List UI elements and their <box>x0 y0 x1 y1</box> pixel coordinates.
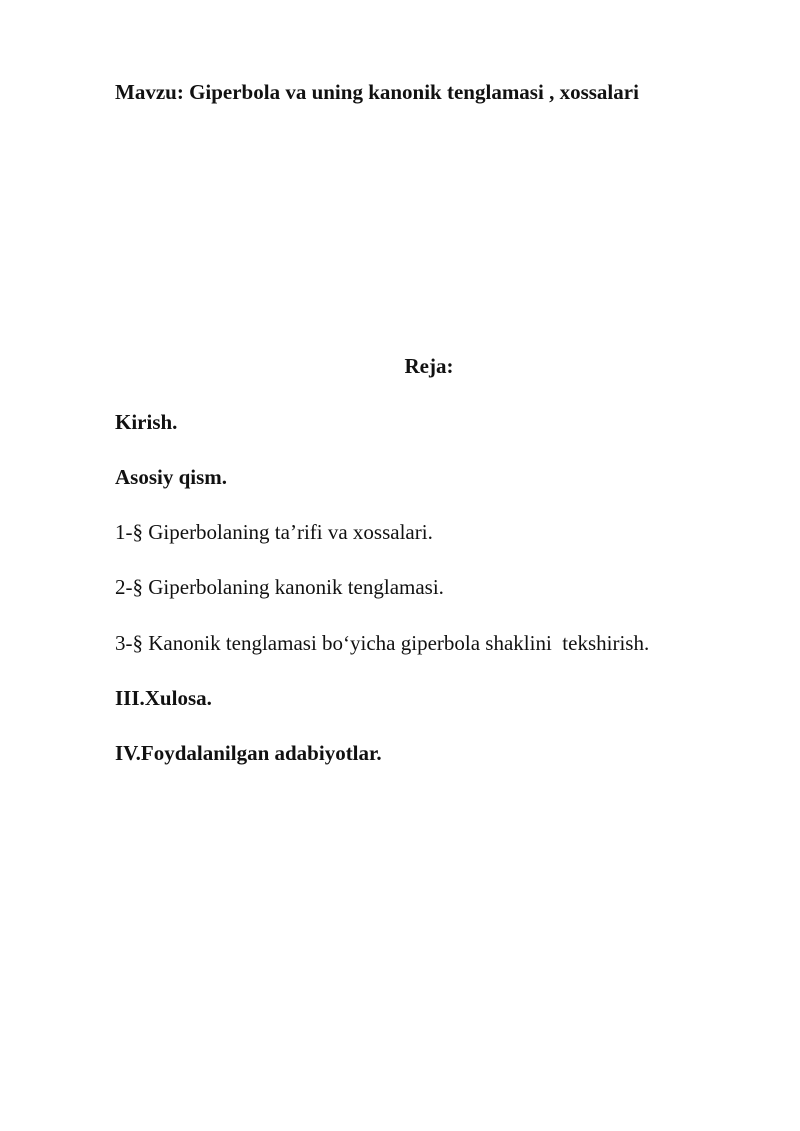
plan-item-main-part: Asosiy qism. <box>115 465 228 489</box>
plan-item-section-2: 2-§ Giperbolaning kanonik tenglamasi. <box>115 575 444 599</box>
plan-item-section-1: 1-§ Giperbolaning ta’rifi va xossalari. <box>115 520 433 544</box>
plan-item-conclusion: III.Xulosa. <box>115 686 212 710</box>
plan-item-section-3: 3-§ Kanonik tenglamasi bo‘yicha giperbola shaklini tekshirish. <box>115 631 650 655</box>
plan-item-references: IV.Foydalanilgan adabiyotlar. <box>115 741 382 765</box>
document-title: Mavzu: Giperbola va uning kanonik tenglamasi , xossalari <box>115 80 639 104</box>
plan-heading: Reja: <box>404 354 454 378</box>
plan-item-introduction: Kirish. <box>115 410 178 434</box>
